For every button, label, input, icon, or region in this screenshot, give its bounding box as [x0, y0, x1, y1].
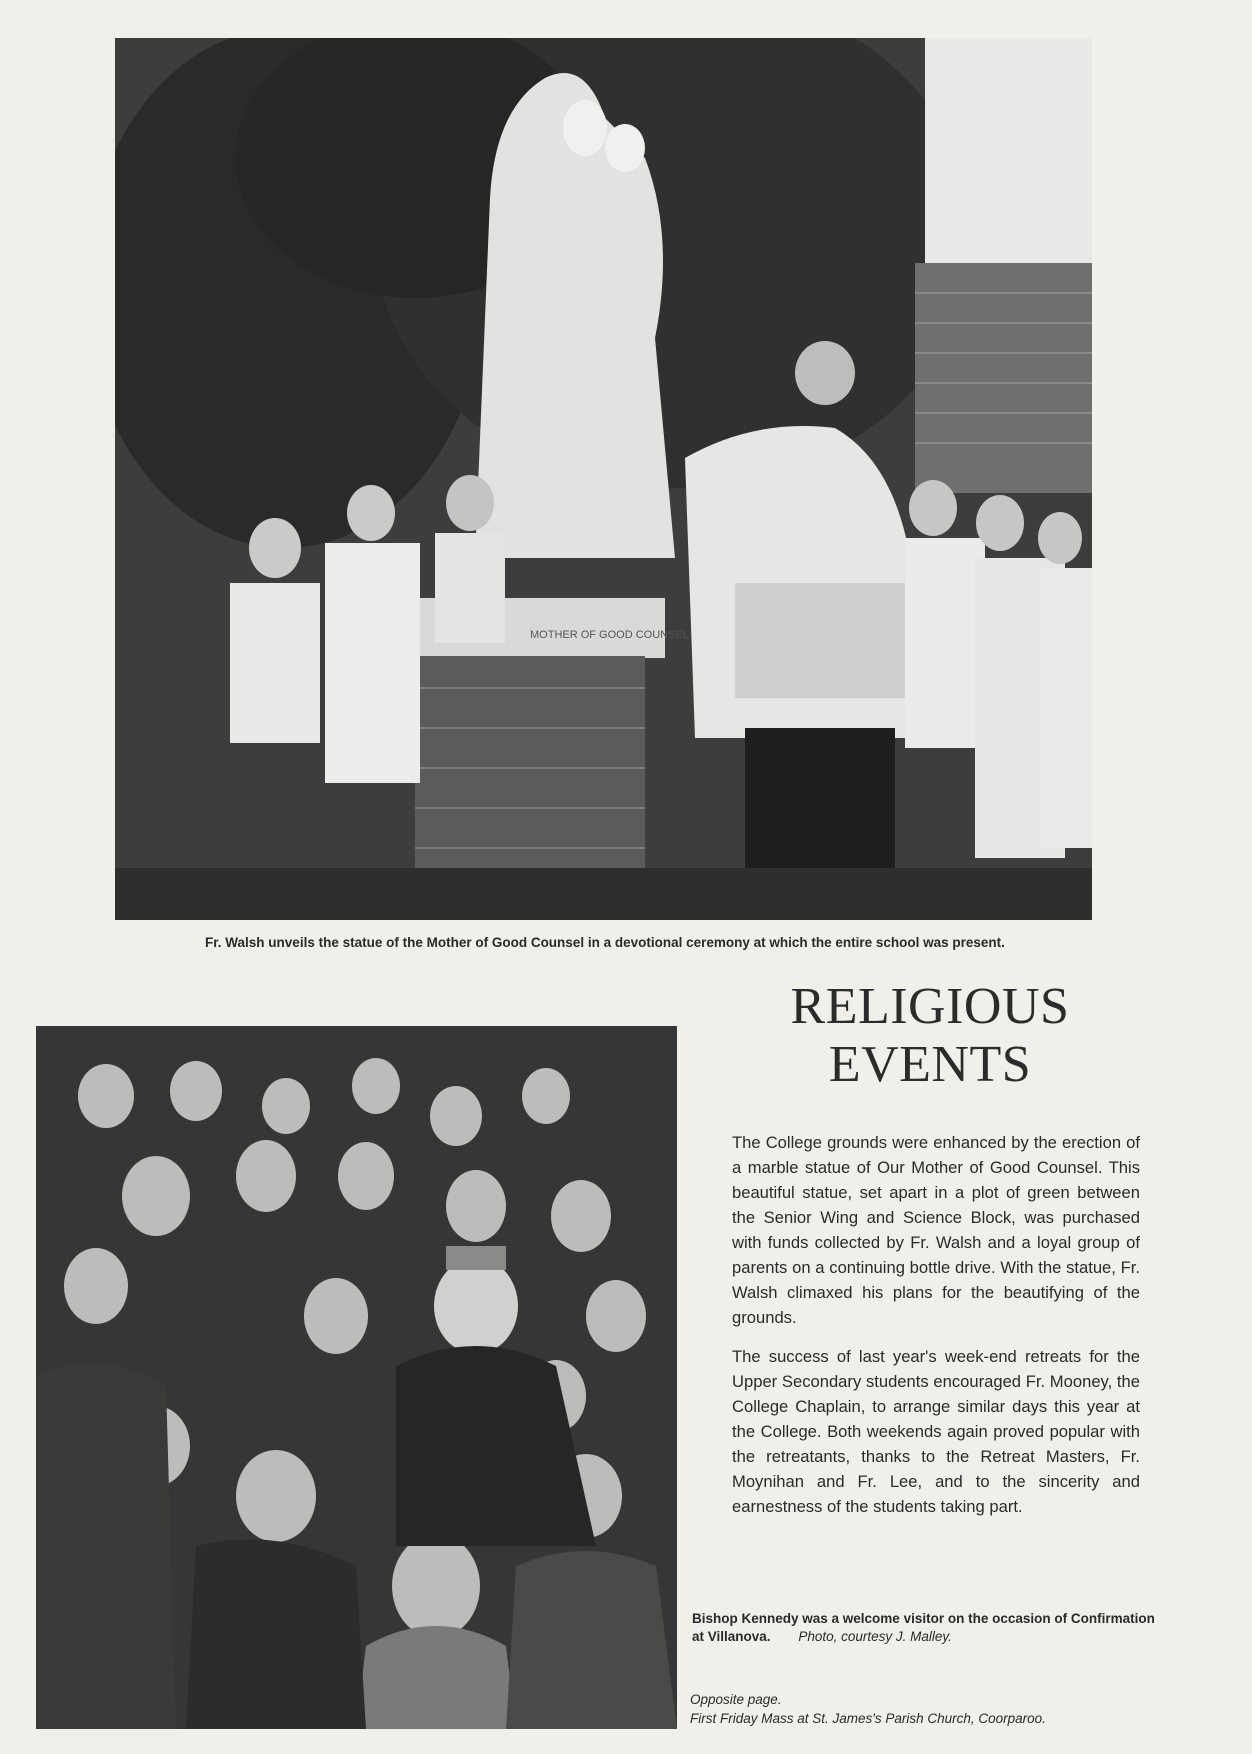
heading-line-2: EVENTS [828, 1036, 1032, 1093]
heading-line-1: RELIGIOUS [790, 978, 1070, 1035]
top-photo-caption: Fr. Walsh unveils the statue of the Mother of Good Counsel in a devotional ceremony at which the entire school was present. [205, 935, 1005, 950]
statue-inscription: MOTHER OF GOOD COUNSEL [530, 629, 689, 641]
bishop-visit-photo [36, 1026, 677, 1729]
statue-unveiling-photo [115, 38, 1092, 920]
opposite-page-text: First Friday Mass at St. James's Parish Church, Coorparoo. [690, 1711, 1046, 1726]
photo-credit: Photo, courtesy J. Malley. [798, 1629, 952, 1644]
bishop-caption-text: Bishop Kennedy was a welcome visitor on the occasion of Confirmation at Villanova. [692, 1611, 1155, 1644]
body-paragraph-1: The College grounds were enhanced by the erection of a marble statue of Our Mother of Good Counsel. This beautiful statue, set apart in a plot of green between the Senior Wing and Science Block, was purchased with funds collected by Fr. Walsh and a loyal group of parents on a continuing bottle drive. With the statue, Fr. Walsh climaxed his plans for the beautifying of the grounds. [732, 1133, 1140, 1327]
article-body [732, 1130, 1140, 1533]
section-heading [700, 978, 1160, 1094]
opposite-page-title: Opposite page. [690, 1692, 782, 1707]
bishop-photo-caption [692, 1610, 1162, 1646]
opposite-page-note [690, 1690, 1190, 1728]
statue-unveiling-image [115, 38, 1092, 920]
body-paragraph-2: The success of last year's week-end retreats for the Upper Secondary students encouraged Fr. Mooney, the College Chaplain, to arrange similar days this year at the College. Both weekends again proved popular with the retreatants, thanks to the Retreat Masters, Fr. Moynihan and Fr. Lee, and to the sincerity and earnestness of the students taking part. [732, 1347, 1140, 1516]
bishop-visit-image [36, 1026, 677, 1729]
